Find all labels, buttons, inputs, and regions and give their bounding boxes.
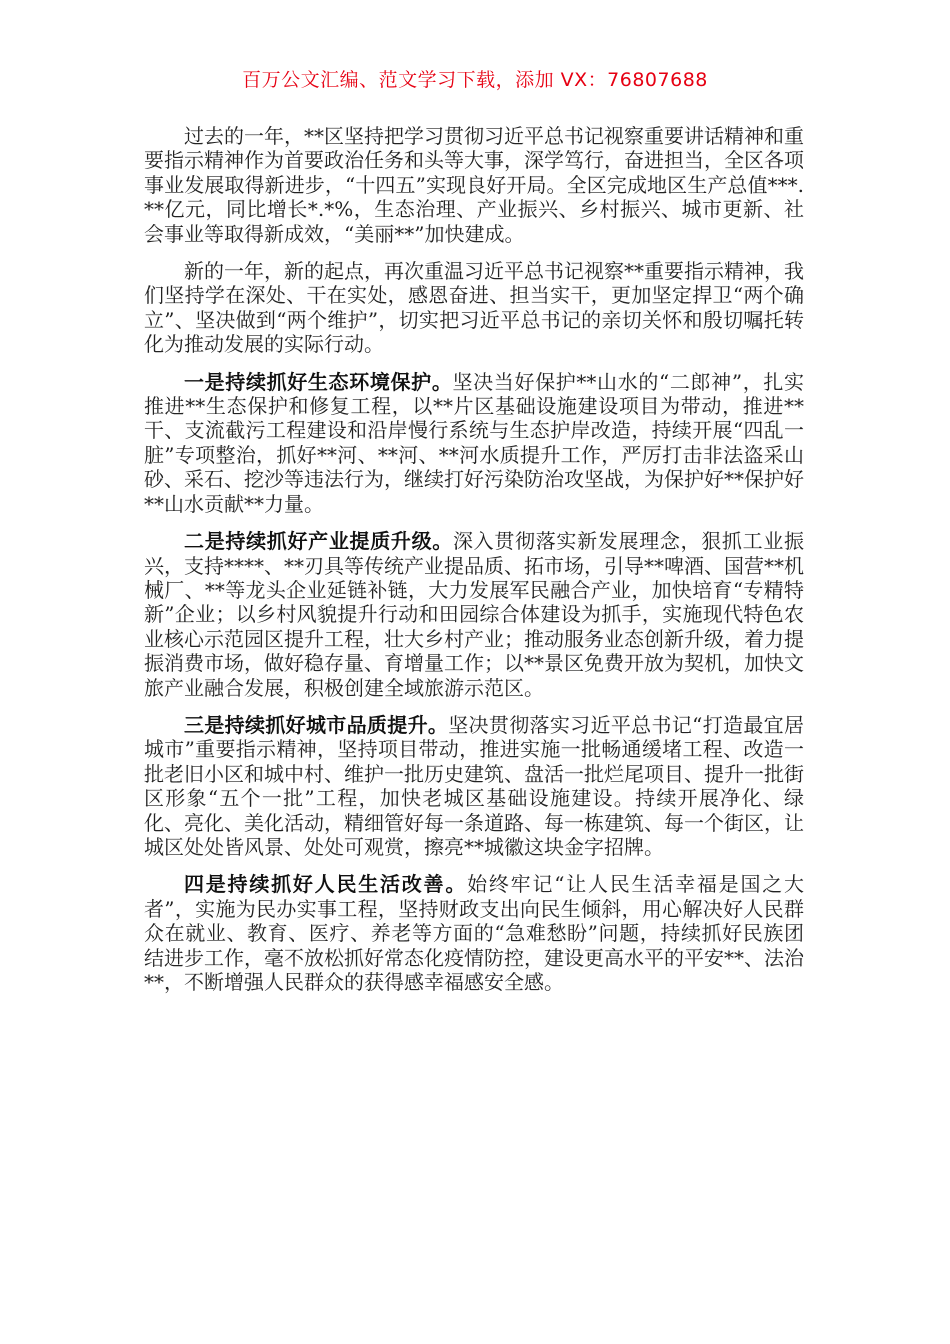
paragraph-urban (144, 713, 804, 859)
paragraph-lead: 二是持续抓好产业提质升级。 (184, 529, 453, 554)
paragraph-text: 坚决当好保护**山水的“二郎神”，扎实推进**生态保护和修复工程，以**片区基础设施建设项目为带动，推进**干、支流截污工程建设和沿岸慢行系统与生态护岸改造，持续开展“四乱一脏”专项整治，抓好**河、**河、**河水质提升工作，严厉打击非法盗采山砂、采石、挖沙等违法行为，继续打好污染防治攻坚战，为保护好**保护好**山水贡献**力量。 (144, 369, 805, 516)
paragraph-livelihood (144, 872, 804, 994)
paragraph-text: 过去的一年，**区坚持把学习贯彻习近平总书记视察重要讲话精神和重要指示精神作为首要政治任务和头等大事，深学笃行，奋进担当，全区各项事业发展取得新进步，“十四五”实现良好开局。全区完成地区生产总值***.**亿元，同比增长*.*%，生态治理、产业振兴、乡村振兴、城市更新、社会事业等取得新成效，“美丽**”加快建成。 (144, 124, 804, 246)
paragraph-industry (144, 529, 804, 700)
paragraph-text: 深入贯彻落实新发展理念，狠抓工业振兴，支持****、**刃具等传统产业提品质、拓市场，引导**啤酒、国营**机械厂、**等龙头企业延链补链，大力发展军民融合产业，加快培育“专精特新”企业；以乡村风貌提升行动和田园综合体建设为抓手，实施现代特色农业核心示范园区提升工程，壮大乡村产业；推动服务业态创新升级，着力提振消费市场，做好稳存量、育增量工作；以**景区免费开放为契机，加快文旅产业融合发展，积极创建全域旅游示范区。 (144, 529, 805, 700)
header-banner: 百万公文汇编、范文学习下载，添加 VX：76807688 (242, 69, 708, 91)
paragraph-lead: 三是持续抓好城市品质提升。 (184, 712, 449, 737)
paragraph-lead: 一是持续抓好生态环境保护。 (184, 369, 453, 394)
paragraph-ecology (144, 370, 804, 516)
paragraph-text: 始终牢记“让人民生活幸福是国之大者”，实施为民办实事工程，坚持财政支出向民生倾斜，用心解决好人民群众在就业、教育、医疗、养老等方面的“急难愁盼”问题，持续抓好民族团结进步工作，毫不放松抓好常态化疫情防控，建设更高水平的平安**、法治**，不断增强人民群众的获得感幸福感安全感。 (144, 872, 804, 994)
paragraph-lead: 四是持续抓好人民生活改善。 (184, 872, 468, 897)
document-body (144, 124, 804, 1007)
paragraph-text: 坚决贯彻落实习近平总书记“打造最宜居城市”重要指示精神，坚持项目带动，推进实施一批畅通缓堵工程、改造一批老旧小区和城中村、维护一批历史建筑、盘活一批烂尾项目、提升一批街区形象“五个一批”工程，加快老城区基础设施建设。持续开展净化、绿化、亮化、美化活动，精细管好每一条道路、每一栋建筑、每一个街区，让城区处处皆风景、处处可观赏，擦亮**城徽这块金字招牌。 (144, 712, 804, 859)
paragraph-text: 新的一年，新的起点，再次重温习近平总书记视察**重要指示精神，我们坚持学在深处、干在实处，感恩奋进、担当实干，更加坚定捍卫“两个确立”、坚决做到“两个维护”，切实把习近平总书记的亲切关怀和殷切嘱托转化为推动发展的实际行动。 (144, 259, 804, 357)
paragraph-intro-past-year (144, 124, 804, 246)
paragraph-intro-new-year (144, 259, 804, 357)
